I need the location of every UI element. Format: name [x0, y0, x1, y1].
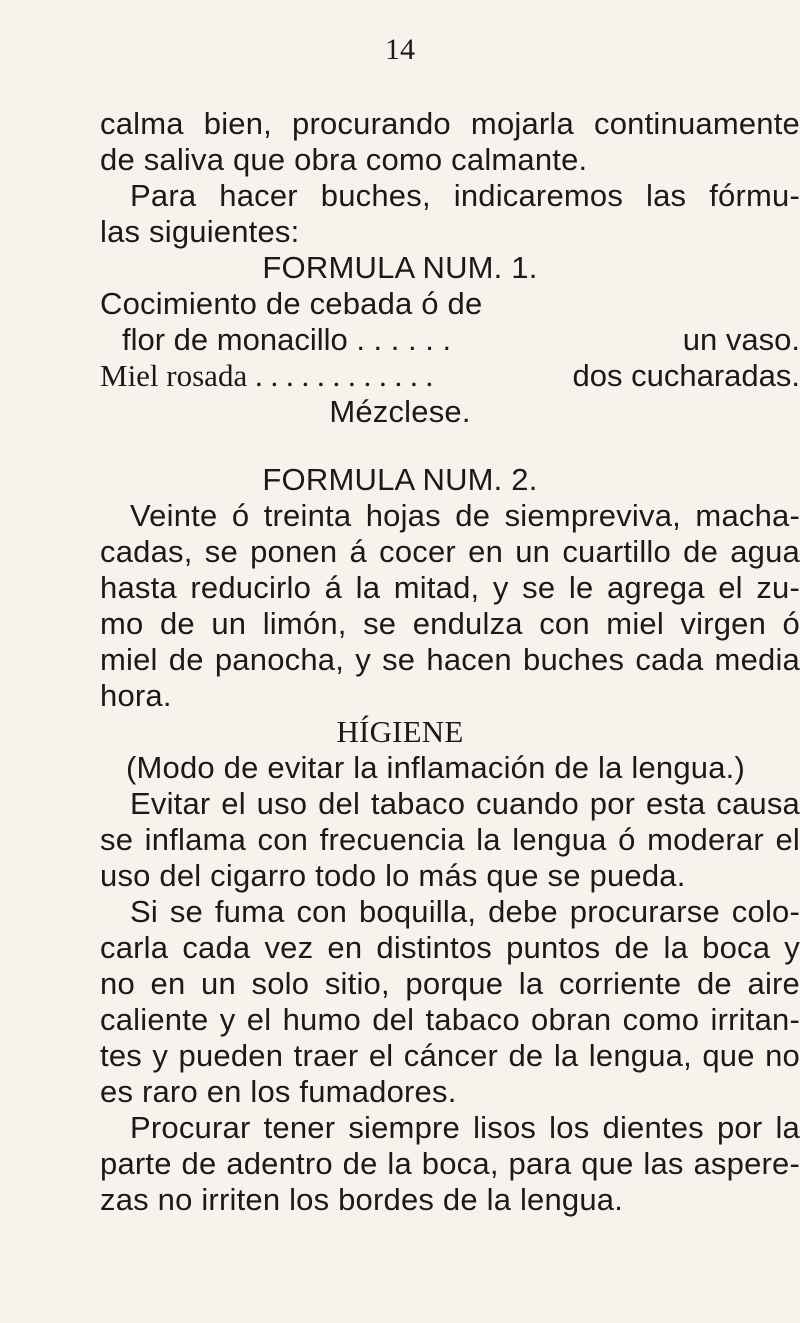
text-line: es raro en los fumadores. — [100, 1074, 457, 1109]
text-line: hasta reducirlo á la mitad, y se le agrega el zu- — [100, 570, 800, 605]
text-line: Veinte ó treinta hojas de siempreviva, macha- — [130, 498, 800, 533]
text-line: se inflama con frecuencia la lengua ó moderar el — [100, 822, 800, 857]
text-line: cadas, se ponen á cocer en un cuartillo de agua — [100, 534, 800, 569]
text-line: tes y pueden traer el cáncer de la lengua, que no — [100, 1038, 800, 1073]
ingredient-quantity: dos cucharadas. — [572, 358, 800, 393]
formula-1-title: FORMULA NUM. 1. — [262, 250, 538, 285]
ingredient-name: Miel rosada . . . . . . . . . . . . — [100, 358, 434, 393]
text-line: Para hacer buches, indicaremos las fórmu- — [130, 178, 800, 213]
text-line: las siguientes: — [100, 214, 300, 249]
page-number: 14 — [385, 33, 415, 66]
formula-1-ingredient: Cocimiento de cebada ó de — [100, 286, 483, 321]
formula-2-title: FORMULA NUM. 2. — [262, 462, 538, 497]
text-line: de saliva que obra como calmante. — [100, 142, 588, 177]
text-line: carla cada vez en distintos puntos de la boca y — [100, 930, 800, 965]
formula-1-instruction: Mézclese. — [329, 394, 471, 429]
section-subtitle: (Modo de evitar la inflamación de la lengua.) — [126, 750, 746, 785]
ingredient-quantity: un vaso. — [682, 322, 800, 357]
text-line: no en un solo sitio, porque la corriente de aire — [100, 966, 800, 1001]
section-title-higiene: HÍGIENE — [336, 714, 464, 749]
text-line: parte de adentro de la boca, para que las aspere- — [100, 1146, 800, 1181]
text-line: Si se fuma con boquilla, debe procurarse colo- — [130, 894, 800, 929]
text-line: miel de panocha, y se hacen buches cada media — [100, 642, 800, 677]
text-line: Evitar el uso del tabaco cuando por esta causa — [130, 786, 800, 821]
text-line: Procurar tener siempre lisos los dientes por la — [130, 1110, 800, 1145]
text-line: uso del cigarro todo lo más que se pueda. — [100, 858, 686, 893]
text-line: hora. — [100, 678, 172, 713]
text-line: calma bien, procurando mojarla continuamente — [100, 106, 800, 141]
text-line: zas no irriten los bordes de la lengua. — [100, 1182, 624, 1217]
ingredient-name: flor de monacillo . . . . . . — [122, 322, 452, 357]
text-line: caliente y el humo del tabaco obran como irritan- — [100, 1002, 800, 1037]
text-line: mo de un limón, se endulza con miel virgen ó — [100, 606, 800, 641]
